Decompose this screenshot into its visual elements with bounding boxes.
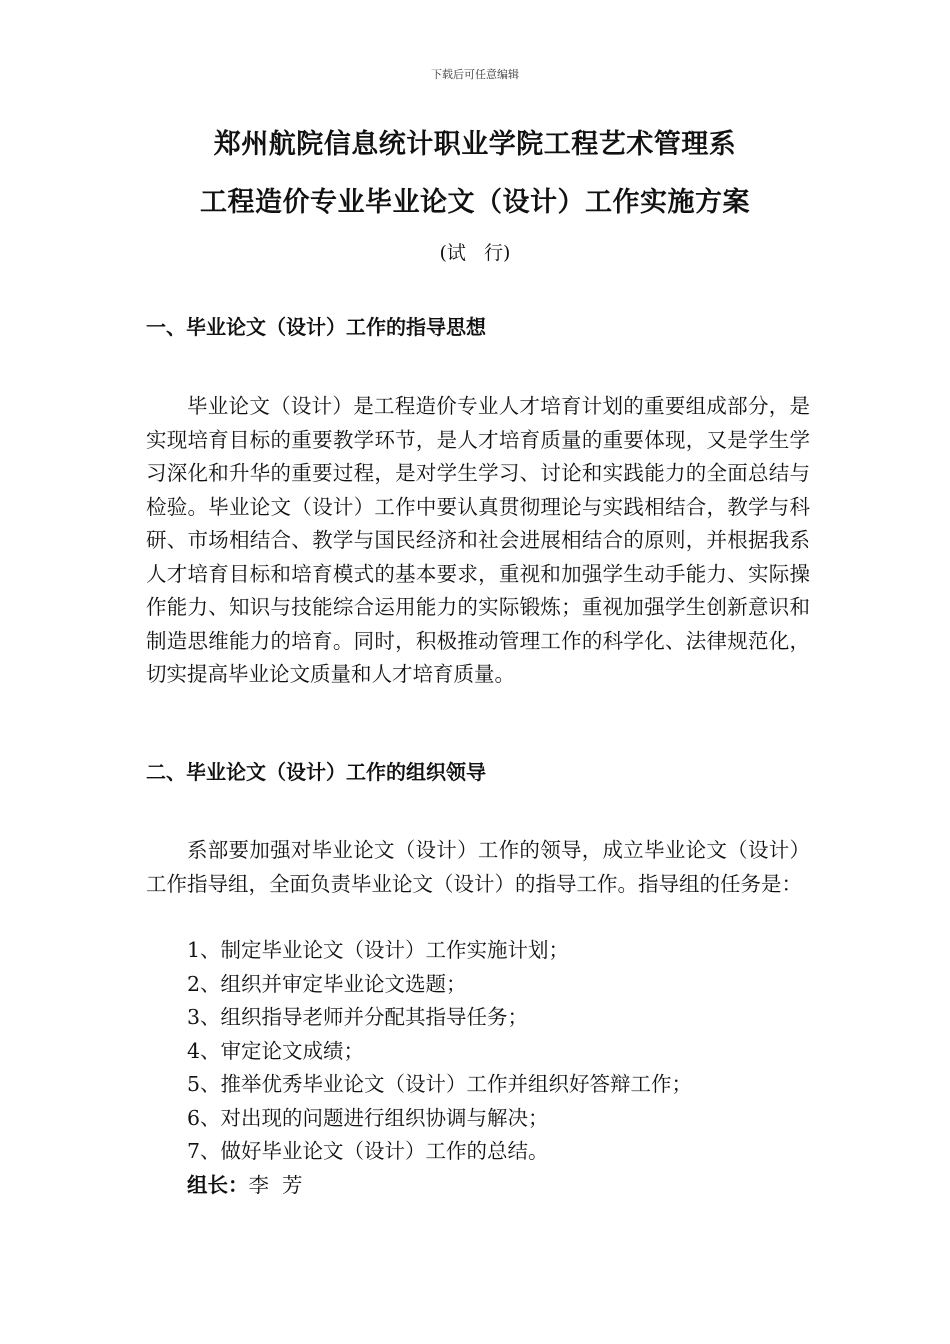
document-title-line-2: 工程造价专业毕业论文（设计）工作实施方案 — [200, 187, 750, 218]
task-item: 6、对出现的问题进行组织协调与解决； — [187, 1105, 549, 1130]
task-item: 3、组织指导老师并分配其指导任务； — [187, 1005, 529, 1029]
header-note: 下载后可任意编辑 — [431, 68, 519, 81]
task-item: 4、审定论文成绩； — [187, 1038, 365, 1063]
group-leader — [187, 1168, 303, 1198]
task-item: 7、做好毕业论文（设计）工作的总结。 — [187, 1139, 549, 1163]
group-leader-name: 李 芳 — [248, 1173, 303, 1197]
task-item: 5、推举优秀毕业论文（设计）工作并组织好答辩工作； — [187, 1072, 693, 1096]
document-subtitle: (试 行) — [439, 242, 511, 264]
section-1-heading: 一、毕业论文（设计）工作的指导思想 — [146, 315, 486, 339]
section-1-paragraph: 毕业论文（设计）是工程造价专业人才培育计划的重要组成部分，是实现培育目标的重要教学环节，是人才培育质量的重要体现，又是学生学习深化和升华的重要过程，是对学生学习、讨论和实践能力的全面总结与检验。毕业论文（设计）工作中要认真贯彻理论与实践相结合，教学与科研、市场相结合、教学与国民经济和社会进展相结合的原则，并根据我系人才培育目标和培育模式的基本要求，重视和加强学生动手能力、实际操作能力、知识与技能综合运用能力的实际锻炼；重视加强学生创新意识和制造思维能力的培育。同时，积极推动管理工作的科学化、法律规范化，切实提高毕业论文质量和人才培育质量。 — [146, 394, 810, 686]
group-leader-label: 组长： — [187, 1173, 249, 1197]
task-item: 1、制定毕业论文（设计）工作实施计划； — [187, 938, 570, 962]
document-title-line-1: 郑州航院信息统计职业学院工程艺术管理系 — [213, 129, 737, 160]
section-2-heading: 二、毕业论文（设计）工作的组织领导 — [146, 760, 486, 784]
task-list — [187, 934, 692, 1169]
section-2-paragraph: 系部要加强对毕业论文（设计）工作的领导，成立毕业论文（设计）工作指导组，全面负责毕业论文（设计）的指导工作。指导组的任务是： — [146, 838, 810, 896]
task-item: 2、组织并审定毕业论文选题； — [187, 971, 467, 996]
